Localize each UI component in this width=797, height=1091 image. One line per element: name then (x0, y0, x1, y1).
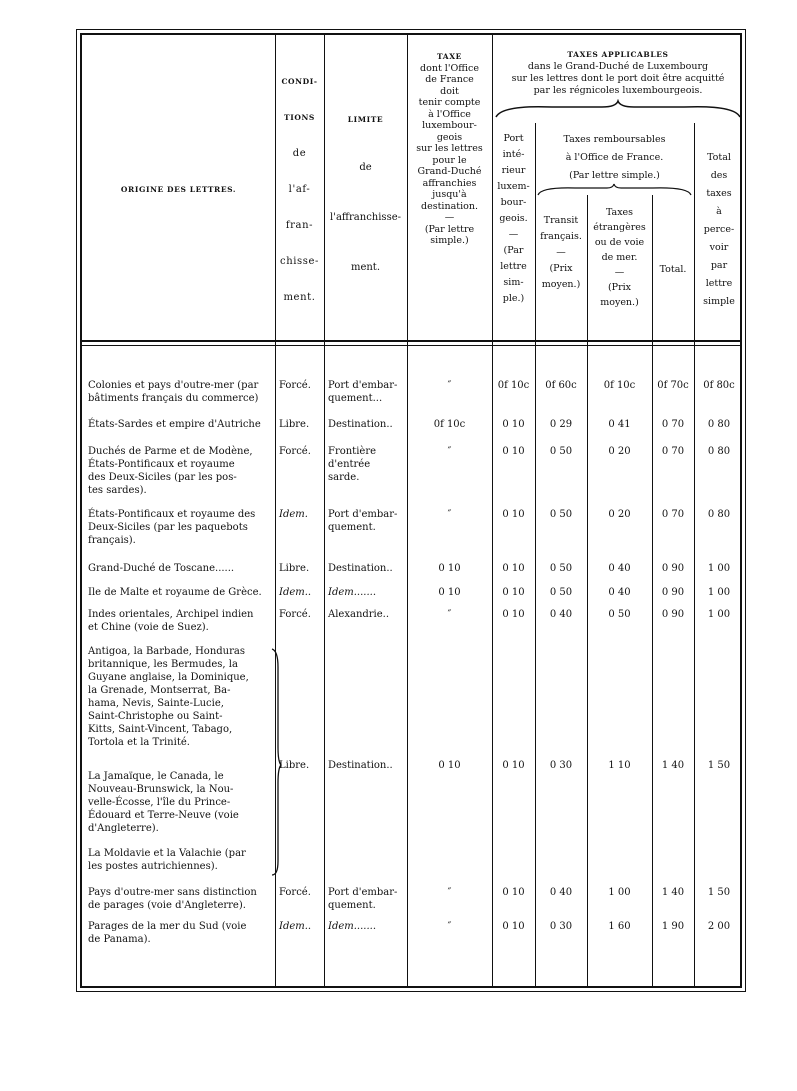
taxe-office-line: doit (440, 85, 459, 97)
cell-totaltaxes: 1 50 (707, 887, 731, 898)
header-origine: ORIGINE DES LETTRES. (120, 185, 237, 194)
cell-taxe: ″ (447, 921, 452, 932)
cell-taxe: ″ (447, 887, 452, 898)
cell-taxe: ″ (447, 609, 452, 620)
taxe-office-line: tenir compte (418, 97, 481, 108)
cell-total: 0f 70c (657, 380, 689, 391)
cell-total: 0 90 (661, 563, 685, 574)
group-origin-a-line: britannique, les Bermudes, la (88, 659, 238, 670)
cell-taxe: 0 10 (438, 563, 461, 574)
cell-port: 0 10 (502, 887, 525, 898)
cell-total: 1 40 (661, 887, 685, 898)
taxe-office-line: (Par lettre (424, 223, 475, 235)
cell-etr: 1 60 (608, 921, 631, 932)
group-origin-a-line: hama, Nevis, Sainte-Lucie, (88, 698, 224, 709)
row-limite-line: sarde. (328, 472, 360, 483)
cell-etr: 0 50 (608, 609, 631, 620)
transit-line: français. (540, 231, 582, 242)
row-origin-line: Indes orientales, Archipel indien (88, 609, 254, 620)
group-origin-a-line: Kitts, Saint-Vincent, Tabago, (88, 724, 233, 735)
port-interieur-line: geois. (499, 213, 528, 224)
cell-transit: 0 50 (549, 587, 573, 598)
taxe-office-line: jusqu'à (432, 189, 467, 200)
row-origin-line: Deux-Siciles (par les paquebots (88, 522, 248, 533)
group-conditions (279, 759, 323, 772)
row-conditions-line: Forcé. (279, 380, 311, 391)
header-total-taxes (694, 149, 744, 311)
header-remboursables (535, 131, 694, 185)
group-origin-a (88, 645, 274, 749)
cell-total: 0 90 (661, 587, 685, 598)
row-conditions (279, 586, 323, 599)
row-conditions (279, 886, 323, 899)
taxe-office-line: geois (436, 131, 463, 143)
port-interieur-line: bour- (500, 197, 527, 208)
row-origin (88, 920, 274, 946)
cell-etr: 0f 10c (603, 380, 636, 391)
row-limite-line: Destination.. (328, 563, 393, 574)
taxe-office-line: à l'Office (428, 108, 471, 120)
total-taxes-line: lettre (705, 278, 733, 289)
cell-etr: 1 10 (608, 760, 631, 771)
cell-port: 0 10 (502, 509, 525, 520)
row-origin-line: États-Pontificaux et royaume des (88, 509, 256, 520)
header-taxes-applicables (492, 49, 744, 97)
port-interieur-line: (Par (503, 245, 524, 256)
row-origin-line: de Panama). (88, 934, 151, 945)
etrangeres-line: ou de voie (594, 237, 645, 248)
applicables-line: par les régnicoles luxembourgeois. (533, 85, 703, 96)
cell-total: 1 40 (661, 760, 685, 771)
group-origin-a-line: Saint-Christophe ou Saint- (88, 711, 223, 722)
group-origin-b-line: Édouard et Terre-Neuve (voie (88, 810, 239, 821)
row-origin-line: français). (88, 535, 136, 546)
taxe-office-line: simple.) (430, 235, 469, 246)
cell-totaltaxes: 0 80 (707, 446, 731, 457)
row-origin (88, 886, 274, 912)
cell-port: 0 10 (502, 921, 525, 932)
transit-line: — (556, 247, 566, 258)
row-conditions (279, 920, 323, 933)
row-conditions (279, 562, 323, 575)
taxe-office-line: destination. (421, 200, 478, 212)
cell-etr: 0 40 (608, 563, 631, 574)
row-limite-line: Destination.. (328, 419, 393, 430)
row-limite-line: Port d'embar- (328, 887, 398, 898)
group-origin-a-line: Guyane anglaise, la Dominique, (88, 672, 249, 683)
cell-total: 0 70 (661, 446, 685, 457)
applicables-line: sur les lettres dont le port doit être acquitté (511, 73, 725, 84)
total-taxes-line: par (710, 260, 728, 271)
etrangeres-line: de mer. (601, 252, 638, 263)
total-taxes-line: simple (703, 296, 735, 307)
row-conditions (279, 508, 323, 521)
row-origin-line: Grand-Duché de Toscane...... (88, 563, 235, 574)
taxe-office-line: affranchies (422, 177, 477, 189)
cell-transit: 0 50 (549, 509, 573, 520)
header-port-interieur (492, 131, 535, 307)
port-interieur-line: ple.) (502, 293, 525, 304)
port-interieur-line: inté- (502, 149, 525, 160)
header-limite: LIMITE de l'affranchisse- ment. (330, 115, 401, 273)
row-origin (88, 418, 274, 431)
cell-taxe: 0 10 (438, 587, 461, 598)
row-limite-line: Port d'embar- (328, 380, 398, 391)
row-origin (88, 586, 274, 599)
row-limite (328, 508, 408, 534)
row-limite (328, 418, 408, 431)
header-taxe-office (407, 51, 492, 247)
cell-taxe: ″ (447, 446, 452, 457)
cell-transit: 0 40 (549, 609, 573, 620)
row-limite (328, 562, 408, 575)
taxe-office-line: — (444, 212, 455, 223)
cell-etr: 0 40 (608, 587, 631, 598)
total-taxes-line: taxes (706, 188, 732, 199)
row-limite (328, 920, 408, 933)
total-taxes-line: Total (707, 152, 731, 163)
cell-taxe: ″ (447, 509, 452, 520)
group-origin-b (88, 770, 274, 835)
row-limite (328, 445, 408, 484)
row-limite-line: Idem....... (328, 921, 377, 932)
port-interieur-line: lettre (500, 261, 527, 272)
port-interieur-line: luxem- (497, 181, 530, 192)
total-taxes-line: à (716, 206, 722, 217)
row-limite-line: Alexandrie.. (328, 609, 390, 620)
row-origin-line: de parages (voie d'Angleterre). (88, 900, 246, 911)
cell-totaltaxes: 0f 80c (703, 380, 735, 391)
cell-etr: 0 20 (608, 509, 631, 520)
cell-transit: 0 50 (549, 446, 573, 457)
group-origin-b-line: velle-Écosse, l'île du Prince- (88, 797, 231, 808)
taxe-office-line: luxembour- (422, 120, 477, 131)
cell-transit: 0 30 (549, 760, 573, 771)
cell-totaltaxes: 0 80 (707, 419, 731, 430)
row-origin (88, 445, 274, 497)
cell-port: 0f 10c (497, 380, 530, 391)
header-total: Total. (659, 264, 687, 275)
cell-totaltaxes: 2 00 (707, 921, 731, 932)
cell-port: 0 10 (502, 609, 525, 620)
row-origin-line: États-Pontificaux et royaume (88, 459, 235, 470)
row-origin-line: Parages de la mer du Sud (voie (88, 921, 247, 932)
row-limite-line: Idem....... (328, 587, 377, 598)
header-transit (535, 213, 587, 293)
group-origin-b-line: d'Angleterre). (88, 823, 159, 834)
row-conditions-line: Libre. (279, 563, 310, 574)
group-origin-a-line: la Grenade, Montserrat, Ba- (88, 685, 231, 696)
cell-total: 1 90 (661, 921, 685, 932)
group-brace (270, 647, 282, 877)
etrangeres-line: moyen.) (600, 297, 639, 308)
cell-transit: 0 30 (549, 921, 573, 932)
row-conditions (279, 608, 323, 621)
cell-etr: 1 00 (608, 887, 631, 898)
cell-port: 0 10 (502, 563, 525, 574)
cell-taxe: 0 10 (438, 760, 461, 771)
row-limite-line: quement. (328, 900, 376, 911)
row-limite-line: Frontière (328, 446, 377, 457)
row-limite (328, 886, 408, 912)
group-limite-line: Destination.. (328, 760, 393, 771)
cell-totaltaxes: 0 80 (707, 509, 731, 520)
etrangeres-line: étrangères (593, 222, 646, 233)
cell-etr: 0 41 (608, 419, 631, 430)
row-limite-line: d'entrée (328, 459, 371, 470)
taxe-office-line: de France (425, 74, 474, 85)
applicables-line: dans le Grand-Duché de Luxembourg (527, 61, 709, 72)
taxe-office-line: TAXE (437, 52, 462, 61)
row-origin (88, 562, 274, 575)
cell-totaltaxes: 1 50 (707, 760, 731, 771)
cell-transit: 0 50 (549, 563, 573, 574)
row-limite (328, 379, 408, 405)
row-origin (88, 608, 274, 634)
transit-line: moyen.) (541, 279, 581, 290)
header-bottom-rule-2 (82, 345, 740, 346)
header-bottom-rule (82, 340, 740, 342)
row-limite-line: Port d'embar- (328, 509, 398, 520)
cell-taxe: 0f 10c (433, 419, 466, 430)
total-taxes-line: perce- (703, 224, 735, 235)
header-conditions: CONDI- TIONS de l'af- fran- chisse- ment. (280, 77, 319, 303)
row-conditions (279, 418, 323, 431)
cell-transit: 0f 60c (545, 380, 577, 391)
group-limite (328, 759, 408, 772)
row-limite (328, 608, 408, 621)
group-origin-a-line: Tortola et la Trinité. (88, 737, 190, 748)
transit-line: Transit (543, 215, 579, 226)
remboursables-brace (535, 183, 694, 197)
taxe-office-line: dont l'Office (420, 62, 479, 74)
cell-totaltaxes: 1 00 (707, 563, 731, 574)
group-origin-c (88, 847, 274, 873)
etrangeres-line: (Prix (607, 282, 632, 293)
group-origin-b-line: Nouveau-Brunswick, la Nou- (88, 784, 234, 795)
port-interieur-line: rieur (501, 165, 526, 176)
cell-total: 0 70 (661, 419, 685, 430)
row-origin-line: Pays d'outre-mer sans distinction (88, 887, 257, 898)
cell-port: 0 10 (502, 419, 525, 430)
row-origin-line: Ile de Malte et royaume de Grèce. (88, 587, 262, 598)
row-origin-line: États-Sardes et empire d'Autriche (88, 419, 261, 430)
remboursables-line: (Par lettre simple.) (569, 170, 660, 181)
port-interieur-line: sim- (503, 277, 524, 288)
total-taxes-line: des (710, 170, 728, 181)
row-conditions-line: Forcé. (279, 887, 311, 898)
total-taxes-line: voir (709, 242, 729, 253)
row-origin-line: Duchés de Parme et de Modène, (88, 446, 253, 457)
group-origin-b-line: La Jamaïque, le Canada, le (88, 771, 224, 782)
taxe-office-line: sur les lettres (416, 143, 483, 154)
row-origin-line: Colonies et pays d'outre-mer (par (88, 380, 259, 391)
cell-taxe: ″ (447, 380, 452, 391)
cell-transit: 0 29 (549, 419, 573, 430)
table-frame (80, 33, 742, 988)
group-origin-a-line: Antigoa, la Barbade, Honduras (88, 646, 245, 657)
row-limite-line: quement. (328, 522, 376, 533)
row-limite (328, 586, 408, 599)
row-conditions-line: Idem.. (279, 587, 312, 598)
taxe-office-line: pour le (432, 154, 467, 166)
cell-total: 0 90 (661, 609, 685, 620)
cell-port: 0 10 (502, 587, 525, 598)
group-origin-c-line: La Moldavie et la Valachie (par (88, 848, 246, 859)
transit-line: (Prix (549, 263, 573, 274)
row-conditions (279, 445, 323, 458)
cell-port: 0 10 (502, 446, 525, 457)
etrangeres-line: Taxes (605, 207, 634, 218)
row-origin-line: des Deux-Siciles (par les pos- (88, 472, 237, 483)
row-origin-line: et Chine (voie de Suez). (88, 622, 209, 633)
row-conditions-line: Idem. (279, 509, 308, 520)
row-origin-line: tes sardes). (88, 485, 147, 496)
cell-totaltaxes: 1 00 (707, 587, 731, 598)
cell-totaltaxes: 1 00 (707, 609, 731, 620)
group-origin-c-line: les postes autrichiennes). (88, 861, 218, 872)
row-conditions-line: Idem.. (279, 921, 312, 932)
header-brace (492, 99, 744, 121)
row-conditions-line: Libre. (279, 419, 310, 430)
etrangeres-line: — (614, 267, 625, 278)
group-conditions-line: Libre. (279, 760, 310, 771)
cell-transit: 0 40 (549, 887, 573, 898)
row-origin (88, 379, 274, 405)
taxe-office-line: Grand-Duché (417, 166, 482, 177)
row-conditions (279, 379, 323, 392)
row-origin (88, 508, 274, 547)
row-origin-line: bâtiments français du commerce) (88, 393, 259, 404)
row-limite-line: quement... (328, 393, 383, 404)
remboursables-line: à l'Office de France. (565, 152, 664, 163)
row-conditions-line: Forcé. (279, 609, 311, 620)
row-conditions-line: Forcé. (279, 446, 311, 457)
port-interieur-line: Port (503, 133, 524, 144)
port-interieur-line: — (508, 229, 519, 240)
remboursables-line: Taxes remboursables (563, 134, 666, 145)
applicables-line: TAXES APPLICABLES (567, 50, 669, 59)
cell-port: 0 10 (502, 760, 525, 771)
cell-total: 0 70 (661, 509, 685, 520)
header-etrangeres (587, 205, 652, 310)
cell-etr: 0 20 (608, 446, 631, 457)
